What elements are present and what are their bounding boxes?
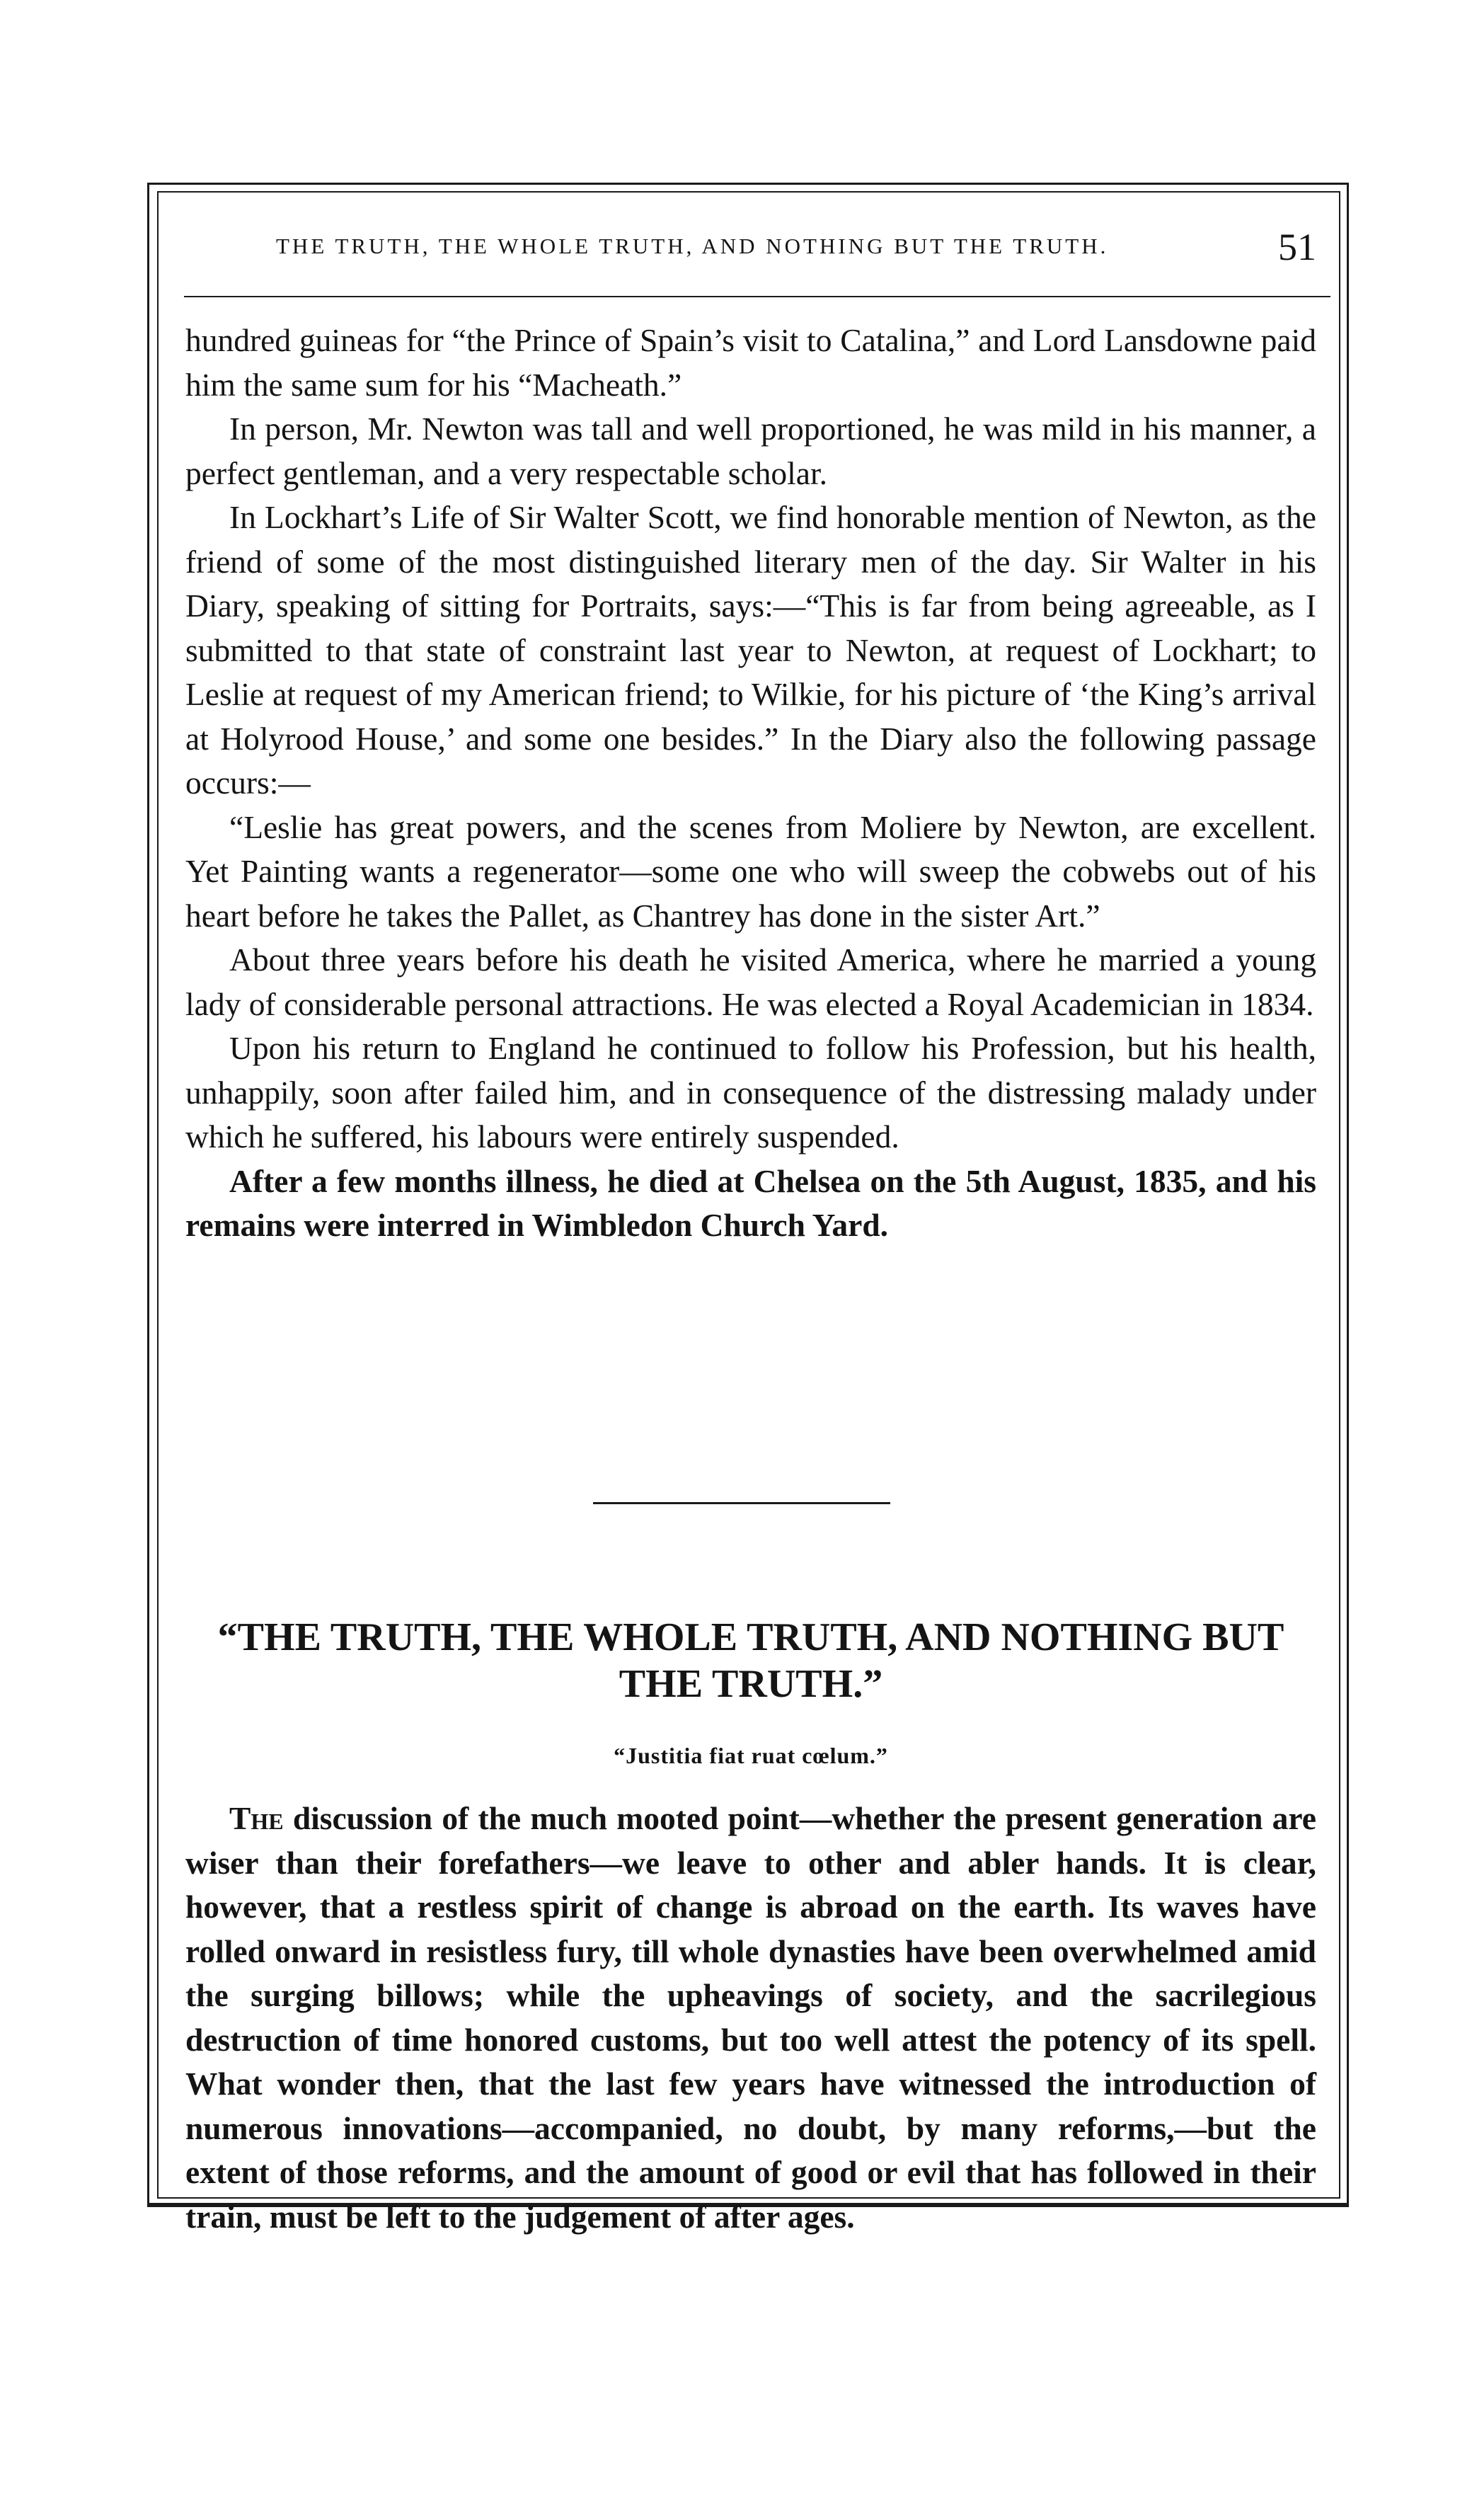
paragraph: After a few months illness, he died at Chelsea on the 5th August, 1835, and his remains were interred in Wimbledon Church Yard.: [185, 1162, 1316, 1243]
article-truth: [185, 1797, 1316, 2239]
paragraph: hundred guineas for “the Prince of Spain’s visit to Catalina,” and Lord Lansdowne paid him the same sum for his “Macheath.”: [185, 322, 1316, 403]
article-newton: [185, 319, 1316, 1248]
page-number: 51: [1278, 226, 1316, 268]
paragraph-body: discussion of the much mooted point—whether the present generation are wiser than their forefathers—we leave to other and abler hands. It is clear, however, that a restless spirit of change is abroad on the earth. Its waves have rolled onward in resistless fury, till whole dynasties have been overwhelmed amid the surging billows; while the upheavings of society, and the sacrilegious destruction of time honored customs, but too well attest the potency of its spell. What wonder then, that the last few years have witnessed the introduction of numerous innovations—accompanied, no doubt, by many reforms,—but the extent of those reforms, and the amount of good or evil that has followed in their train, must be left to the judgement of after ages.: [185, 1800, 1316, 2235]
paragraph: Upon his return to England he continued to follow his Profession, but his health, unhappily, soon after failed him, and in consequence of the distressing malady under which he suffered, his labours were entirely suspended.: [185, 1030, 1316, 1155]
running-title: THE TRUTH, THE WHOLE TRUTH, AND NOTHING BUT THE TRUTH.: [276, 234, 1109, 258]
paragraph: In Lockhart’s Life of Sir Walter Scott, we find honorable mention of Newton, as the friend of some of the most distinguished literary men of the day. Sir Walter in his Diary, speaking of sitting for Portraits, says:—“This is far from being agreeable, as I submitted to that state of constraint last year to Newton, at request of Lockhart; to Leslie at request of my American friend; to Wilkie, for his picture of ‘the King’s arrival at Holyrood House,’ and some one besides.” In the Diary also the following passage occurs:—: [185, 499, 1316, 801]
section-separator-rule: [593, 1502, 890, 1504]
paragraph: About three years before his death he visited America, where he married a young lady of considerable personal attractions. He was elected a Royal Academician in 1834.: [185, 941, 1316, 1022]
epigraph: “Justitia fiat ruat cœlum.”: [614, 1743, 888, 1768]
paragraph: In person, Mr. Newton was tall and well proportioned, he was mild in his manner, a perfect gentleman, and a very respectable scholar.: [185, 411, 1316, 491]
header-rule: [184, 296, 1330, 297]
drop-word: The: [229, 1800, 284, 1836]
section-title: “THE TRUTH, THE WHOLE TRUTH, AND NOTHING BUT THE TRUTH.”: [217, 1615, 1284, 1706]
quotation-paragraph: “Leslie has great powers, and the scenes from Moliere by Newton, are excellent. Yet Painting wants a regenerator—some one who will sweep the cobwebs out of his heart before he takes the Pallet, as Chantrey has done in the sister Art.”: [185, 808, 1316, 934]
paragraph: [185, 1797, 1316, 2239]
running-head: [212, 225, 1316, 275]
